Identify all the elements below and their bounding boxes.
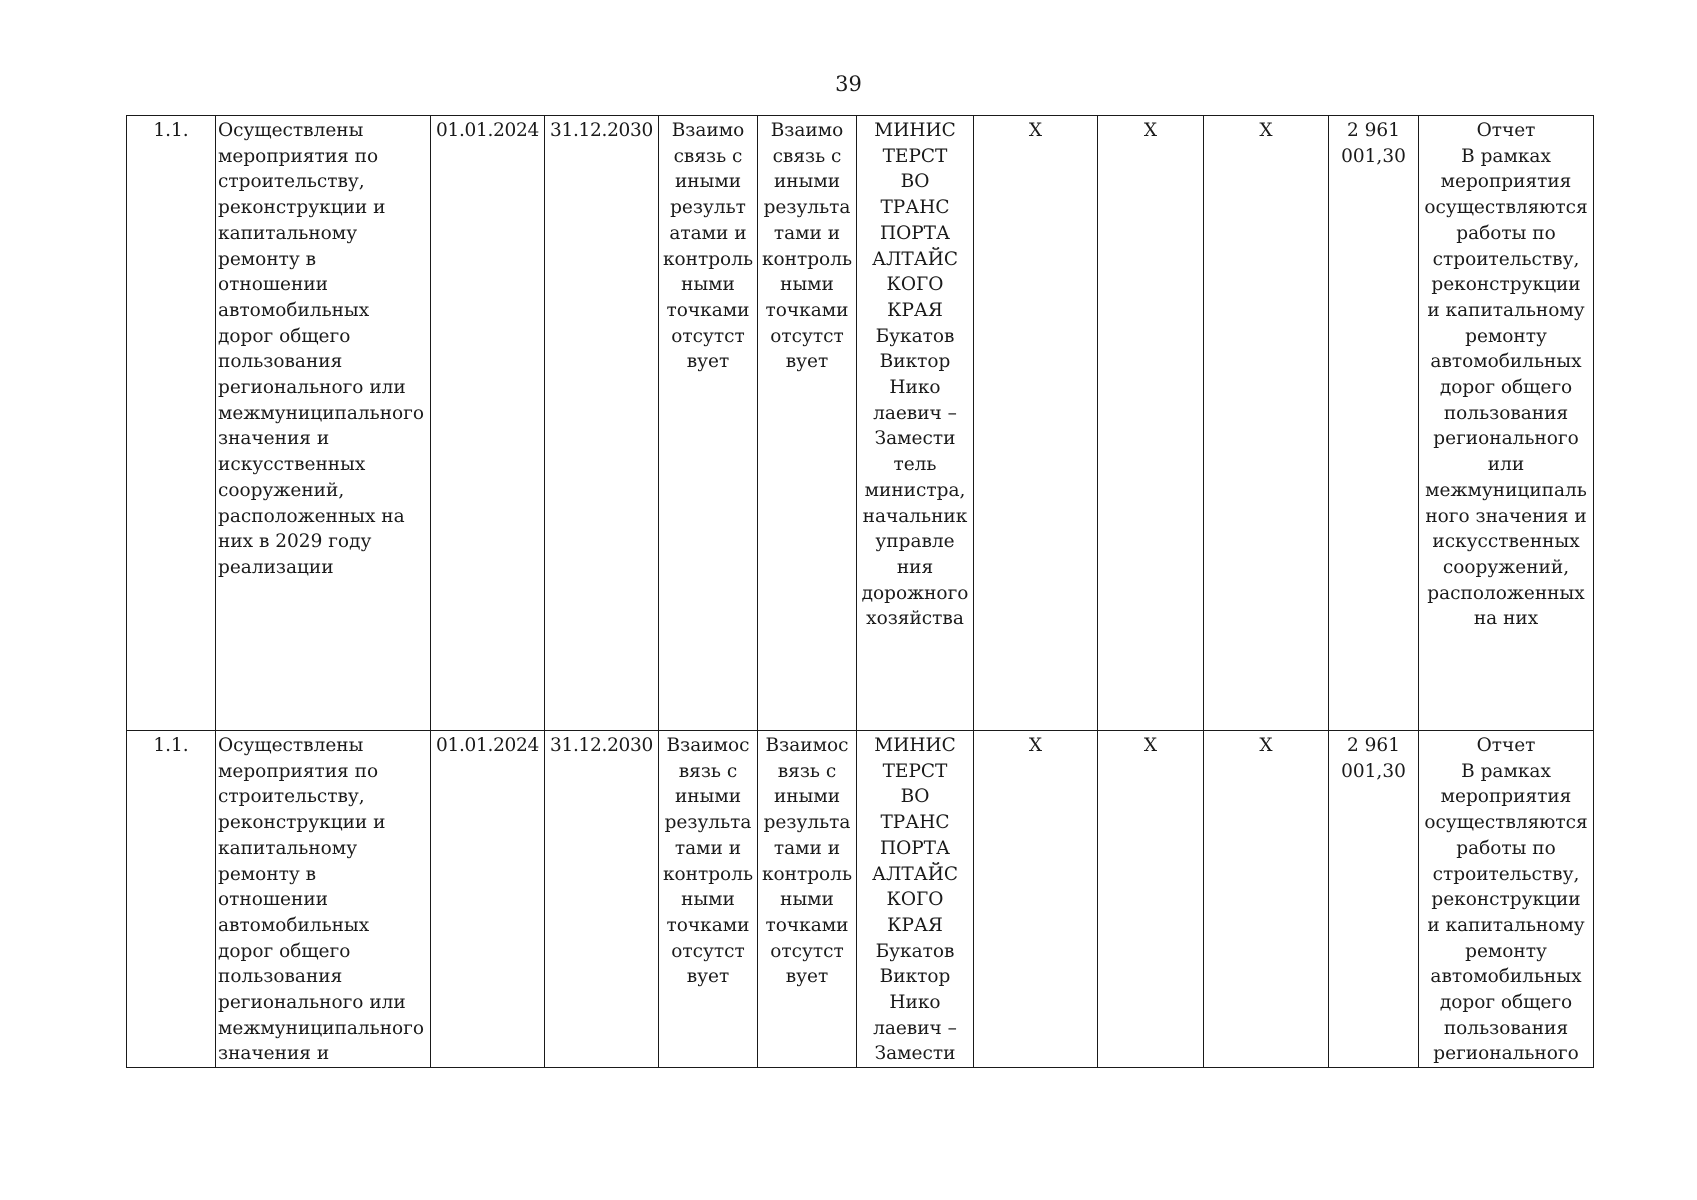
- relation-results-cell: [659, 731, 758, 1068]
- cell-text-line: управле: [875, 531, 955, 553]
- cell-text-line: Осуществлены: [218, 120, 364, 141]
- cell-text-line: ПОРТА: [879, 222, 951, 244]
- cell-text-line: В рамках: [1461, 760, 1551, 782]
- cell-text-line: регионального или: [218, 377, 406, 399]
- activity-name-cell: [216, 731, 431, 1068]
- cell-text-line: Взаимос: [666, 735, 750, 756]
- start-date-cell: 01.01.2024: [431, 116, 545, 731]
- cell-text-line: результа: [664, 812, 752, 834]
- table-row: [127, 116, 1594, 731]
- cell-text-line: и капитальному: [1427, 299, 1585, 321]
- cell-text-line: пользования: [218, 351, 343, 373]
- cell-text-line: АЛТАЙС: [871, 863, 959, 885]
- cell-text-line: строительству,: [218, 171, 365, 193]
- cell-text-line: межмуниципального: [218, 402, 425, 424]
- cell-text-line: пользования: [1443, 1017, 1569, 1039]
- cell-text-line: ВО: [900, 786, 930, 808]
- cell-text-line: отсутст: [770, 325, 844, 347]
- relation-results-cell: [659, 116, 758, 731]
- cell-text-line: Букатов: [875, 325, 955, 347]
- responsible-cell: [857, 116, 974, 731]
- cell-text-line: мероприятия: [1440, 171, 1572, 193]
- mark-cell-2: X: [1098, 731, 1204, 1068]
- cell-text-line: дорог общего: [218, 940, 351, 962]
- cell-text-line: искусственных: [1432, 531, 1580, 553]
- cell-text-line: ТРАНС: [880, 197, 950, 219]
- cell-text-line: лаевич –: [873, 1017, 957, 1039]
- cell-text-line: отсутст: [671, 325, 745, 347]
- cell-text-line: реконструкции: [1431, 889, 1581, 911]
- cell-text-line: тель: [893, 454, 937, 476]
- cell-text-line: ремонту в: [218, 248, 317, 270]
- cell-text-line: капитальному: [218, 222, 358, 244]
- cell-text-line: Отчет: [1476, 120, 1536, 141]
- end-date-cell: 31.12.2030: [545, 116, 659, 731]
- cell-text-line: работы по: [1456, 222, 1556, 244]
- cell-text-line: тами и: [773, 222, 841, 244]
- cell-text-line: ПОРТА: [879, 837, 951, 859]
- cell-text-line: вязь с: [777, 760, 837, 782]
- cell-text-line: регионального: [1433, 1043, 1579, 1065]
- table-row: [127, 731, 1594, 1068]
- cell-text-line: осуществляются: [1424, 812, 1588, 834]
- cell-text-line: точками: [765, 299, 849, 321]
- cell-text-line: реконструкции и: [218, 812, 386, 834]
- cell-text-line: 2 961: [1347, 120, 1400, 141]
- mark-cell-1: X: [974, 731, 1098, 1068]
- cell-text-line: регионального или: [218, 992, 406, 1014]
- cell-text-line: ремонту в: [218, 863, 317, 885]
- cell-text-line: КРАЯ: [887, 299, 943, 321]
- activities-table: [126, 115, 1594, 1068]
- cell-text-line: иными: [674, 171, 742, 193]
- cell-text-line: контроль: [761, 863, 853, 885]
- cell-text-line: контроль: [662, 863, 754, 885]
- cell-text-line: регионального: [1433, 428, 1579, 450]
- row-number-cell: 1.1.: [127, 731, 216, 1068]
- cell-text-line: ТЕРСТ: [882, 760, 948, 782]
- cell-text-line: лаевич –: [873, 402, 957, 424]
- report-cell: [1419, 731, 1594, 1068]
- cell-text-line: Взаимос: [765, 735, 849, 756]
- cell-text-line: автомобильных: [1430, 351, 1582, 373]
- cell-text-line: В рамках: [1461, 145, 1551, 167]
- cell-text-line: реконструкции: [1431, 274, 1581, 296]
- cell-text-line: контроль: [761, 248, 853, 270]
- relation-checkpoints-cell: [758, 731, 857, 1068]
- cell-text-line: ными: [681, 274, 735, 296]
- cell-text-line: них в 2029 году: [218, 531, 372, 553]
- cell-text-line: Нико: [889, 992, 941, 1014]
- cell-text-line: Виктор: [879, 966, 951, 988]
- cell-text-line: Взаимо: [671, 120, 745, 141]
- cell-text-line: КРАЯ: [887, 914, 943, 936]
- cell-text-line: пользования: [1443, 402, 1569, 424]
- cell-text-line: отсутст: [770, 940, 844, 962]
- cell-text-line: пользования: [218, 966, 343, 988]
- cell-text-line: искусственных: [218, 454, 366, 476]
- cell-text-line: 2 961: [1347, 735, 1400, 756]
- cell-text-line: реконструкции и: [218, 197, 386, 219]
- cell-text-line: мероприятия по: [218, 760, 379, 782]
- cell-text-line: строительству,: [1432, 248, 1580, 270]
- cell-text-line: ными: [780, 274, 834, 296]
- table-body: [127, 116, 1594, 1068]
- cell-text-line: вует: [686, 966, 730, 988]
- mark-cell-3: X: [1204, 116, 1329, 731]
- cell-text-line: отношении: [218, 274, 328, 296]
- cell-text-line: и капитальному: [1427, 914, 1585, 936]
- page-number: 39: [835, 72, 862, 96]
- cell-text-line: мероприятия по: [218, 145, 379, 167]
- cell-text-line: ния: [896, 556, 934, 578]
- cell-text-line: ными: [681, 889, 735, 911]
- mark-cell-1: X: [974, 116, 1098, 731]
- cell-text-line: МИНИС: [874, 120, 956, 141]
- cell-text-line: автомобильных: [1430, 966, 1582, 988]
- cell-text-line: 001,30: [1341, 145, 1406, 167]
- cell-text-line: ными: [780, 889, 834, 911]
- cell-text-line: иными: [773, 171, 841, 193]
- end-date-cell: 31.12.2030: [545, 731, 659, 1068]
- cell-text-line: вует: [686, 351, 730, 373]
- cell-text-line: ВО: [900, 171, 930, 193]
- cell-text-line: межмуниципального: [218, 1017, 425, 1039]
- cell-text-line: Букатов: [875, 940, 955, 962]
- responsible-cell: [857, 731, 974, 1068]
- cell-text-line: результа: [763, 812, 851, 834]
- cell-text-line: капитальному: [218, 837, 358, 859]
- cell-text-line: Нико: [889, 377, 941, 399]
- cell-text-line: КОГО: [886, 274, 944, 296]
- cell-text-line: вязь с: [678, 760, 738, 782]
- cell-text-line: строительству,: [218, 786, 365, 808]
- cell-text-line: АЛТАЙС: [871, 248, 959, 270]
- cell-text-line: межмуниципаль: [1425, 479, 1587, 501]
- cell-text-line: КОГО: [886, 889, 944, 911]
- cell-text-line: отсутст: [671, 940, 745, 962]
- cell-text-line: автомобильных: [218, 914, 370, 936]
- cell-text-line: значения и: [218, 428, 330, 450]
- cell-text-line: на них: [1473, 608, 1539, 630]
- amount-cell: [1329, 116, 1419, 731]
- mark-cell-2: X: [1098, 116, 1204, 731]
- amount-cell: [1329, 731, 1419, 1068]
- cell-text-line: ного значения и: [1425, 505, 1587, 527]
- cell-text-line: сооружений,: [1442, 556, 1570, 578]
- cell-text-line: хозяйства: [866, 608, 964, 630]
- activity-name-cell: [216, 116, 431, 731]
- cell-text-line: иными: [674, 786, 742, 808]
- cell-text-line: 001,30: [1341, 760, 1406, 782]
- cell-text-line: мероприятия: [1440, 786, 1572, 808]
- cell-text-line: Виктор: [879, 351, 951, 373]
- cell-text-line: точками: [765, 914, 849, 936]
- report-cell: [1419, 116, 1594, 731]
- cell-text-line: контроль: [662, 248, 754, 270]
- cell-text-line: точками: [666, 299, 750, 321]
- cell-text-line: дорожного: [861, 582, 969, 604]
- cell-text-line: тами и: [674, 837, 742, 859]
- cell-text-line: результа: [763, 197, 851, 219]
- cell-text-line: связь с: [772, 145, 842, 167]
- cell-text-line: Взаимо: [770, 120, 844, 141]
- cell-text-line: расположенных: [1427, 582, 1585, 604]
- cell-text-line: дорог общего: [218, 325, 351, 347]
- cell-text-line: министра,: [864, 479, 966, 501]
- cell-text-line: атами и: [669, 222, 747, 244]
- cell-text-line: автомобильных: [218, 299, 370, 321]
- cell-text-line: иными: [773, 786, 841, 808]
- cell-text-line: осуществляются: [1424, 197, 1588, 219]
- cell-text-line: или: [1487, 454, 1525, 476]
- cell-text-line: Отчет: [1476, 735, 1536, 756]
- cell-text-line: ремонту: [1465, 940, 1547, 962]
- cell-text-line: МИНИС: [874, 735, 956, 756]
- cell-text-line: вует: [785, 966, 829, 988]
- cell-text-line: дорог общего: [1439, 377, 1573, 399]
- cell-text-line: расположенных на: [218, 505, 405, 527]
- cell-text-line: начальник: [862, 505, 968, 527]
- cell-text-line: тами и: [773, 837, 841, 859]
- cell-text-line: вует: [785, 351, 829, 373]
- cell-text-line: строительству,: [1432, 863, 1580, 885]
- cell-text-line: точками: [666, 914, 750, 936]
- start-date-cell: 01.01.2024: [431, 731, 545, 1068]
- cell-text-line: ТЕРСТ: [882, 145, 948, 167]
- cell-text-line: дорог общего: [1439, 992, 1573, 1014]
- cell-text-line: работы по: [1456, 837, 1556, 859]
- cell-text-line: Осуществлены: [218, 735, 364, 756]
- cell-text-line: связь с: [673, 145, 743, 167]
- cell-text-line: значения и: [218, 1043, 330, 1065]
- cell-text-line: результ: [670, 197, 746, 219]
- cell-text-line: ТРАНС: [880, 812, 950, 834]
- cell-text-line: ремонту: [1465, 325, 1547, 347]
- mark-cell-3: X: [1204, 731, 1329, 1068]
- cell-text-line: Замести: [874, 428, 956, 450]
- cell-text-line: Замести: [874, 1043, 956, 1065]
- cell-text-line: сооружений,: [218, 479, 345, 501]
- cell-text-line: отношении: [218, 889, 328, 911]
- cell-text-line: реализации: [218, 556, 334, 578]
- row-number-cell: 1.1.: [127, 116, 216, 731]
- relation-checkpoints-cell: [758, 116, 857, 731]
